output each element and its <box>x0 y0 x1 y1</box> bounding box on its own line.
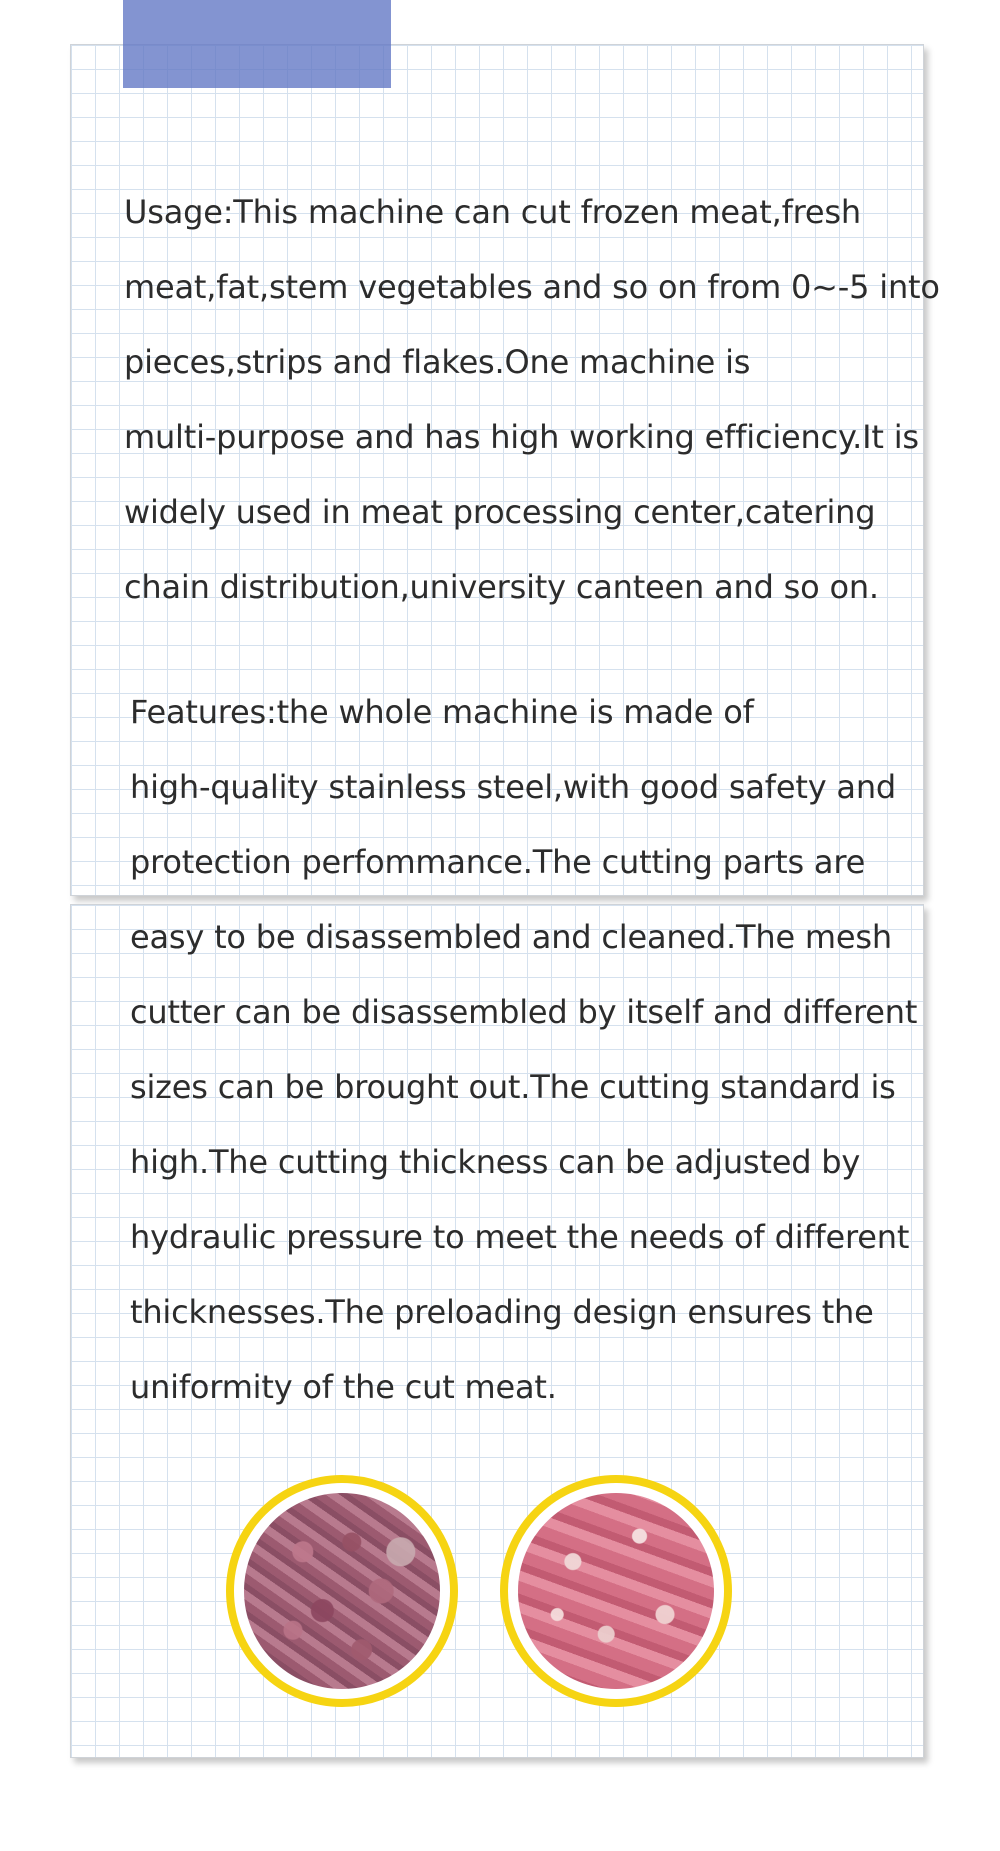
features-paragraph <box>130 675 917 1425</box>
accent-block <box>123 0 391 88</box>
usage-line: pieces,strips and flakes.One machine is <box>124 343 751 381</box>
features-line: easy to be disassembled and cleaned.The mesh <box>130 918 892 956</box>
usage-line: chain distribution,university canteen and so on. <box>124 568 879 606</box>
usage-line: multi-purpose and has high working efficiency.It is <box>124 418 919 456</box>
features-line: high.The cutting thickness can be adjusted by <box>130 1143 861 1181</box>
diced-meat-image <box>244 1493 440 1689</box>
diced-meat-image <box>518 1493 714 1689</box>
usage-line: Usage:This machine can cut frozen meat,fresh <box>124 193 861 231</box>
features-line: thicknesses.The preloading design ensures the <box>130 1293 874 1331</box>
diced-meat-photo-left <box>226 1475 458 1707</box>
features-line: uniformity of the cut meat. <box>130 1368 557 1406</box>
usage-line: widely used in meat processing center,catering <box>124 493 876 531</box>
features-line: hydraulic pressure to meet the needs of different <box>130 1218 910 1256</box>
features-line: sizes can be brought out.The cutting standard is <box>130 1068 896 1106</box>
diced-meat-photo-right <box>500 1475 732 1707</box>
features-line: cutter can be disassembled by itself and different <box>130 993 918 1031</box>
features-line: protection perfommance.The cutting parts are <box>130 843 866 881</box>
usage-line: meat,fat,stem vegetables and so on from 0~-5 into <box>124 268 940 306</box>
features-line: Features:the whole machine is made of <box>130 693 754 731</box>
usage-paragraph <box>124 175 940 625</box>
features-line: high-quality stainless steel,with good safety and <box>130 768 897 806</box>
